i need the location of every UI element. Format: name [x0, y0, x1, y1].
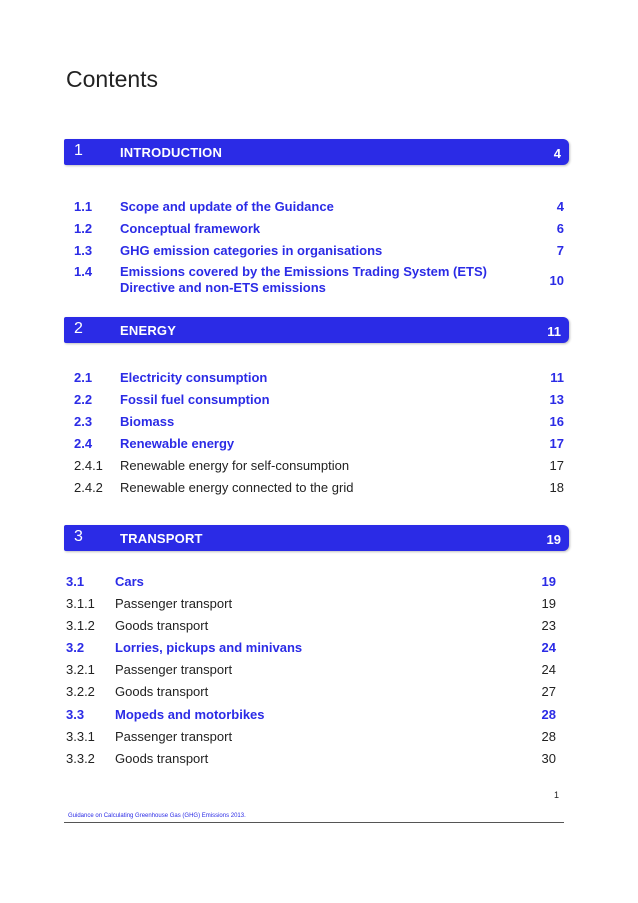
section-header-introduction[interactable]	[64, 139, 569, 165]
entry-text: Renewable energy for self-consumption	[120, 458, 350, 473]
entry-text: Passenger transport	[115, 729, 233, 744]
entry-number: 2.4	[74, 436, 93, 451]
entry-text: Passenger transport	[115, 596, 233, 611]
entry-page: 18	[549, 480, 564, 495]
section-page: 11	[547, 324, 561, 339]
section-label: TRANSPORT	[120, 531, 203, 546]
entry-number: 3.1.1	[66, 596, 95, 611]
entry-text: Goods transport	[115, 684, 209, 699]
entry-text: Renewable energy connected to the grid	[120, 480, 354, 495]
entry-number: 2.3	[74, 414, 93, 429]
page-title: Contents	[66, 66, 159, 92]
entry-number: 3.2	[66, 640, 85, 655]
entry-number: 2.2	[74, 392, 93, 407]
entry-page: 28	[541, 707, 556, 722]
entry-page: 23	[541, 618, 556, 633]
entry-page: 4	[556, 199, 564, 214]
entry-number: 3.1.2	[66, 618, 95, 633]
section-number: 2	[74, 320, 83, 337]
entry-page: 27	[541, 684, 556, 699]
entry-number: 3.2.2	[66, 684, 95, 699]
section-page: 4	[553, 146, 561, 161]
entry-number: 3.3.1	[66, 729, 95, 744]
entry-text: Passenger transport	[115, 662, 233, 677]
entry-text: Lorries, pickups and minivans	[115, 640, 303, 655]
entry-page: 24	[541, 662, 556, 677]
entry-page: 28	[541, 729, 556, 744]
entry-page: 16	[549, 414, 564, 429]
entry-text: Scope and update of the Guidance	[120, 199, 334, 214]
entry-page: 6	[556, 221, 564, 236]
entry-text: Conceptual framework	[120, 221, 261, 236]
entry-page: 17	[549, 458, 564, 473]
section-header-energy[interactable]	[64, 317, 569, 343]
entry-number: 3.2.1	[66, 662, 95, 677]
entry-number: 2.1	[74, 370, 93, 385]
entry-text: Goods transport	[115, 751, 209, 766]
section-header-transport[interactable]	[64, 525, 569, 551]
entry-page: 13	[549, 392, 564, 407]
entry-page: 10	[549, 273, 564, 288]
entry-number: 3.1	[66, 574, 85, 589]
entry-number: 1.3	[74, 243, 93, 258]
entry-number: 1.1	[74, 199, 93, 214]
footer-page-number: 1	[554, 790, 560, 800]
entry-number: 1.2	[74, 221, 93, 236]
entry-page: 19	[541, 574, 556, 589]
entry-number: 2.4.1	[74, 458, 103, 473]
entry-page: 30	[541, 751, 556, 766]
entry-number: 2.4.2	[74, 480, 103, 495]
entry-text: Mopeds and motorbikes	[115, 707, 265, 722]
entry-text: Renewable energy	[120, 436, 235, 451]
entry-text-line-1: Emissions covered by the Emissions Trading System (ETS)	[120, 264, 488, 279]
entry-page: 24	[541, 640, 556, 655]
footer-text: Guidance on Calculating Greenhouse Gas (GHG) Emissions 2013.	[68, 813, 246, 819]
footer-rule	[64, 822, 564, 823]
entry-number: 1.4	[74, 264, 93, 279]
entry-page: 17	[549, 436, 564, 451]
toc-entry-1-4[interactable]	[74, 264, 564, 298]
section-number: 1	[74, 142, 83, 159]
entry-number: 3.3.2	[66, 751, 95, 766]
section-label: ENERGY	[120, 323, 177, 338]
section-label: INTRODUCTION	[120, 145, 223, 160]
entry-number: 3.3	[66, 707, 85, 722]
entry-text-line-2: Directive and non-ETS emissions	[120, 280, 326, 295]
entry-page: 7	[556, 243, 564, 258]
entry-page: 11	[550, 370, 564, 385]
entry-text: GHG emission categories in organisations	[120, 243, 383, 258]
entry-text: Cars	[115, 574, 144, 589]
section-number: 3	[74, 528, 83, 545]
entry-text: Electricity consumption	[120, 370, 268, 385]
entry-text: Fossil fuel consumption	[120, 392, 270, 407]
entry-text: Goods transport	[115, 618, 209, 633]
entry-text: Biomass	[120, 414, 175, 429]
entry-page: 19	[541, 596, 556, 611]
section-page: 19	[546, 532, 561, 547]
